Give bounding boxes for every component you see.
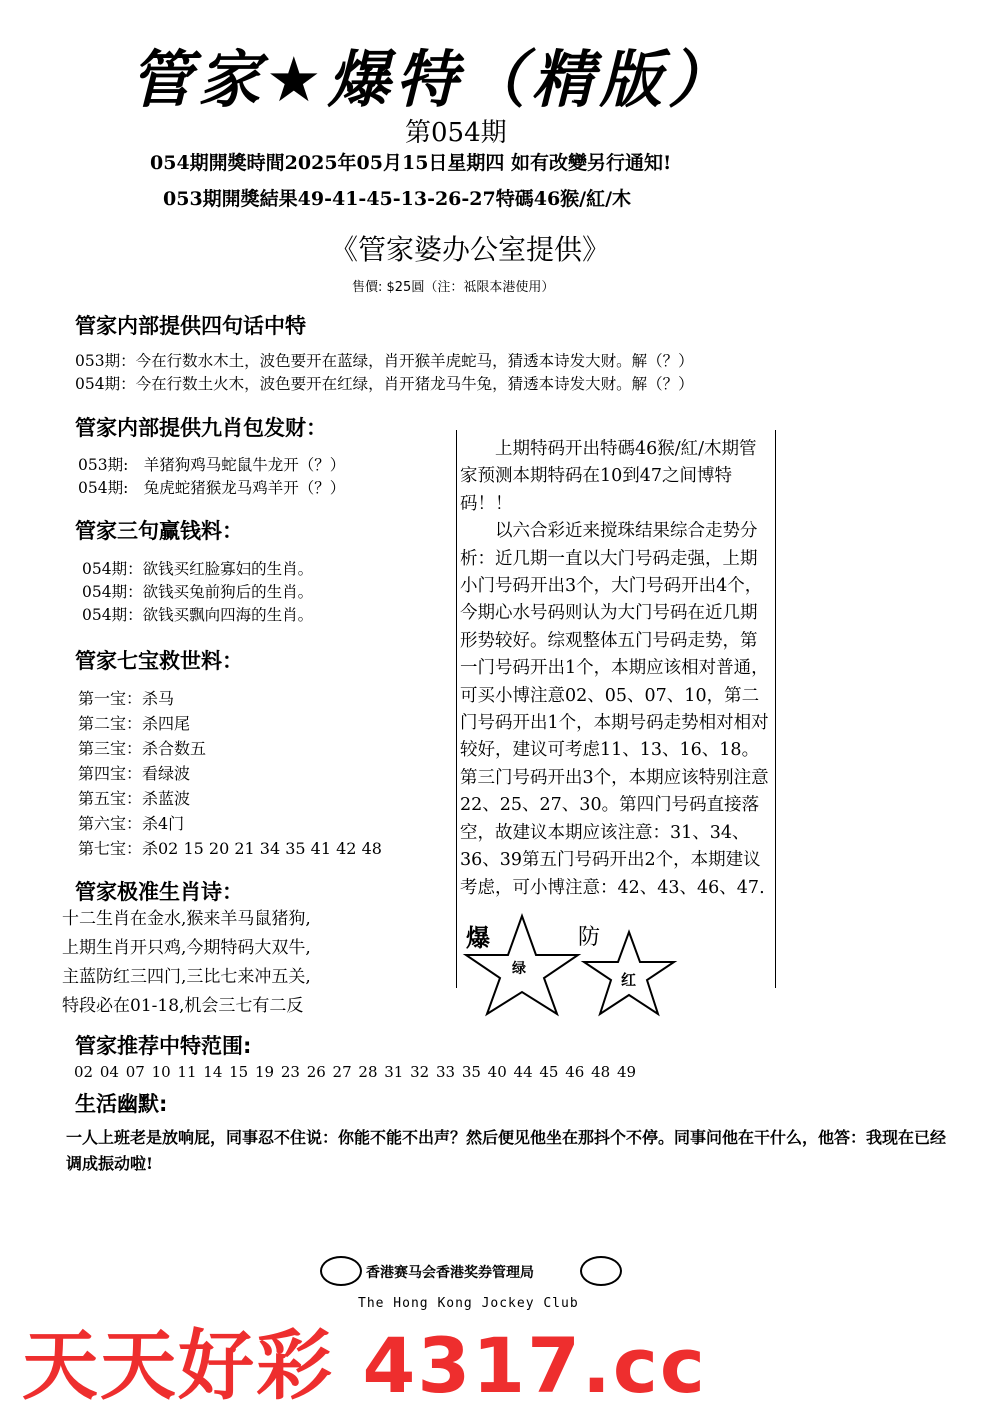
star-label-right: 防 [578,925,601,950]
three-sentence-2: 054期：欲钱买兔前狗后的生肖。 [82,583,314,601]
seven-treasure-heading: 管家七宝救世料： [75,649,243,673]
price-note: 售價: $25圓（注：祗限本港使用） [352,280,555,295]
watermark: 天天好彩 4317.cc [22,1321,707,1410]
issue-number: 第054期 [405,118,507,148]
zodiac-poem-2: 上期生肖开只鸡,今期特码大双牛, [62,938,311,958]
three-sentence-3: 054期：欲钱买飘向四海的生肖。 [82,606,314,624]
star-inner-left: 绿 [512,961,526,977]
star-label-left: 爆 [466,923,490,952]
draw-time: 054期開獎時間2025年05月15日星期四 如有改變另行通知! [150,152,672,174]
jockey-en: The Hong Kong Jockey Club [358,1296,579,1311]
jockey-cn: 香港赛马会香港奖券管理局 [366,1265,534,1281]
star-inner-right: 红 [621,971,637,989]
jockey-logo-left-icon [320,1256,362,1286]
treasure-1: 第一宝：杀马 [78,689,175,708]
four-sentence-053: 053期：今在行数水木土，波色要开在蓝绿，肖开猴羊虎蛇马，猜透本诗发大财。解（？） [75,352,694,370]
range-heading: 管家推荐中特范围: [75,1034,252,1058]
jockey-logo-right-icon [580,1256,622,1286]
page-title: 管家★爆特（精版） [130,43,736,116]
analysis-paragraph-2: 以六合彩近来搅珠结果综合走势分析：近几期一直以大门号码走强，上期小门号码开出3个，大门号码开出4个，今期心水号码则认为大门号码在近几期形势较好。综观整体五门号码走势，第一门号码开出1个，本期应该相对普通，可买小博注意02、05、07、10，第二门号码开出1个，本期号码走势相对相对较好，建议可考虑11、13、16、18。第三门号码开出3个，本期应该特别注意22、25、27、30。第四门号码直接落空，故建议本期应该注意：31、34、36、39第五门号码开出2个，本期建议考虑，可小博注意：42、43、46、47. [460,521,769,898]
humor-joke: 一人上班老是放响屁，同事忍不住说：你能不能不出声？然后便见他坐在那抖个不停。同事问他在干什么，他答：我现在已经调成振动啦! [66,1128,947,1173]
treasure-5: 第五宝：杀蓝波 [78,789,191,808]
nine-zodiac-heading: 管家内部提供九肖包发财： [75,416,327,440]
four-sentence-054: 054期：今在行数土火木，波色要开在红绿，肖开猪龙马牛兔，猜透本诗发大财。解（？） [75,375,694,393]
analysis-paragraph-1: 上期特码开出特碼46猴/紅/木期管家预测本期特码在10到47之间博特码！！ [460,439,757,514]
zodiac-poem-3: 主蓝防红三四门,三比七来冲五关, [62,967,311,987]
zodiac-poem-1: 十二生肖在金水,猴来羊马鼠猪狗, [62,909,311,929]
office-provider: 《管家婆办公室提供》 [330,233,611,266]
treasure-2: 第二宝：杀四尾 [78,714,191,733]
last-result: 053期開獎結果49-41-45-13-26-27特碼46猴/紅/木 [163,188,632,210]
treasure-6: 第六宝：杀4门 [78,814,185,833]
zodiac-poem-4: 特段必在01-18,机会三七有二反 [62,996,304,1016]
nine-zodiac-054: 054期: 兔虎蛇猪猴龙马鸡羊开（？） [78,479,346,497]
nine-zodiac-053: 053期: 羊猪狗鸡马蛇鼠牛龙开（？） [78,456,346,474]
three-sentence-heading: 管家三句赢钱料： [75,519,243,543]
treasure-7: 第七宝：杀02 15 20 21 34 35 41 42 48 [78,839,382,858]
analysis-text [460,436,772,902]
treasure-4: 第四宝：看绿波 [78,764,191,783]
humor-heading: 生活幽默: [75,1092,168,1116]
treasure-3: 第三宝：杀合数五 [78,739,207,758]
stars-graphic [460,910,690,1022]
range-numbers: 02 04 07 10 11 14 15 19 23 26 27 28 31 32 33 35 40 44 45 46 48 49 [74,1063,637,1081]
three-sentence-1: 054期：欲钱买红脸寡妇的生肖。 [82,560,314,578]
zodiac-poem-heading: 管家极准生肖诗： [75,880,243,904]
four-sentence-heading: 管家内部提供四句话中特 [75,314,306,338]
